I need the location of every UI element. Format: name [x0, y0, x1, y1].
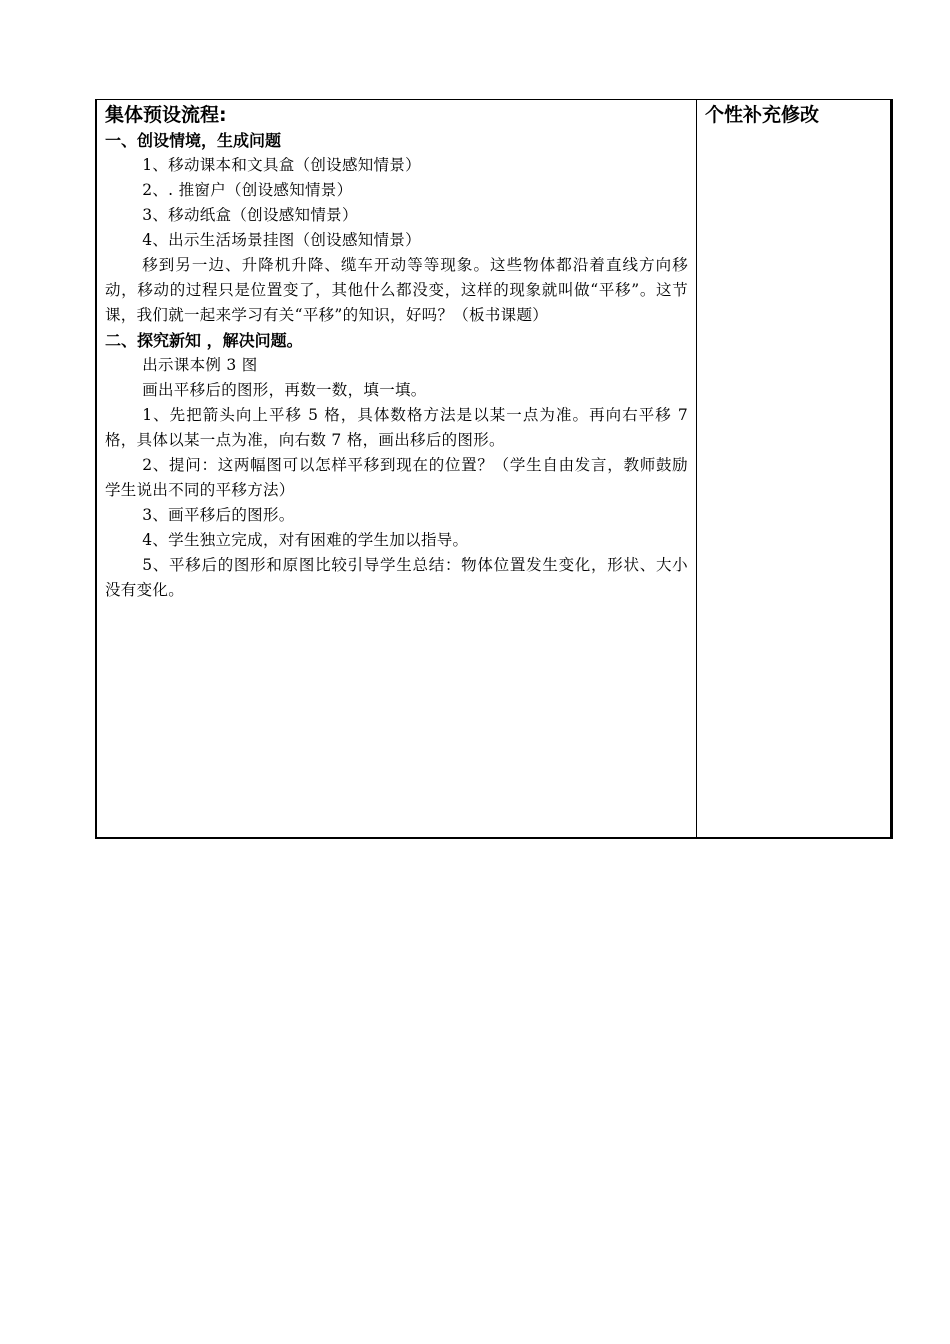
section2-step: 2、提问：这两幅图可以怎样平移到现在的位置？（学生自由发言，教师鼓励学生说出不同的平移方法）	[105, 456, 688, 499]
section1-paragraph: 移到另一边、升降机升降、缆车开动等等现象。这些物体都沿着直线方向移动，移动的过程只是位置变了，其他什么都没变，这样的现象就叫做“平移”。这节课，我们就一起来学习有关“平移”的知识，好吗？（板书课题）	[105, 256, 688, 324]
section2-intro: 画出平移后的图形，再数一数，填一填。	[142, 381, 427, 399]
section1-item: 2、. 推窗户（创设感知情景）	[142, 181, 353, 199]
side-heading: 个性补充修改	[705, 104, 820, 126]
section1-item: 1、移动课本和文具盒（创设感知情景）	[142, 156, 421, 174]
personal-notes-cell	[697, 100, 892, 839]
section1-item: 4、出示生活场景挂图（创设感知情景）	[142, 231, 421, 249]
section2-step: 3、画平移后的图形。	[142, 506, 295, 524]
section2-step: 4、学生独立完成，对有困难的学生加以指导。	[142, 531, 469, 549]
section2-intro: 出示课本例 3 图	[142, 356, 258, 374]
section2-step: 5、平移后的图形和原图比较引导学生总结：物体位置发生变化，形状、大小没有变化。	[105, 556, 688, 599]
main-heading: 集体预设流程:	[105, 104, 227, 126]
section2-step: 1、先把箭头向上平移 5 格，具体数格方法是以某一点为准。再向右平移 7 格，具体以某一点为准，向右数 7 格，画出移后的图形。	[105, 406, 688, 449]
preset-process-cell	[96, 100, 697, 839]
lesson-plan-table	[95, 99, 893, 839]
section1-title: 一、创设情境，生成问题	[105, 131, 282, 150]
table-row	[96, 100, 892, 839]
section2-title: 二、探究新知 ，解决问题。	[105, 331, 303, 350]
section1-item: 3、移动纸盒（创设感知情景）	[142, 206, 358, 224]
